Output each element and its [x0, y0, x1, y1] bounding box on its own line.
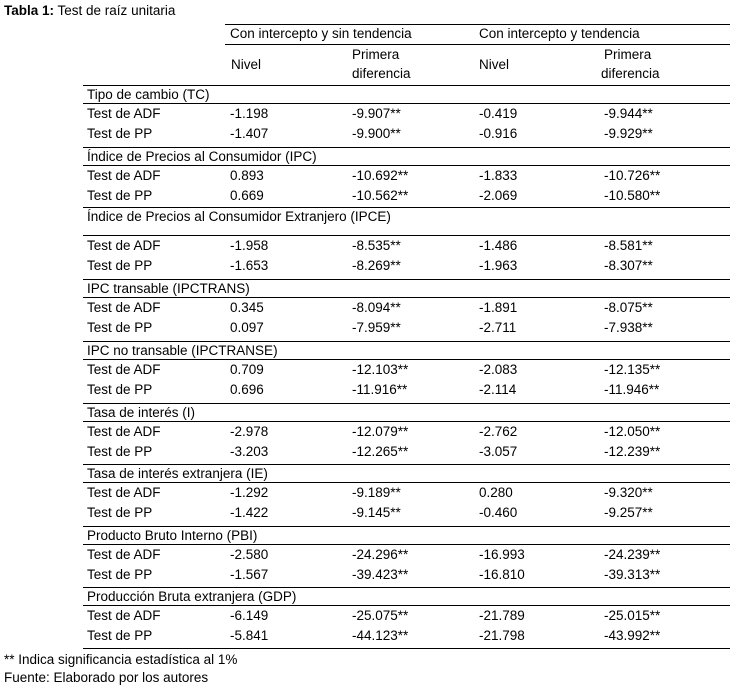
table-cell-value: -16.810: [479, 567, 525, 582]
table-cell-value: -21.798: [479, 628, 525, 643]
table-cell-value: 0.097: [230, 320, 264, 335]
col-header-nivel-1: Nivel: [231, 57, 262, 72]
section-title: Tasa de interés (I): [87, 405, 196, 420]
footnote-source: Fuente: Elaborado por los autores: [4, 670, 209, 685]
table-cell-value: -1.422: [230, 505, 269, 520]
table-cell-value: -7.938**: [604, 320, 653, 335]
section-rule-top: [83, 526, 730, 527]
table-cell-value: -16.993: [479, 547, 525, 562]
section-rule-bottom: [83, 103, 730, 104]
section-rule-bottom: [83, 482, 730, 483]
table-cell-value: -1.292: [230, 485, 269, 500]
table-cell-value: -2.711: [479, 320, 517, 335]
section-rule-bottom: [83, 235, 730, 236]
table-cell-value: -8.307**: [604, 258, 653, 273]
table-cell-value: -12.079**: [352, 424, 409, 439]
table-cell-value: -2.978: [230, 424, 269, 439]
table-row-test-label: Test de ADF: [87, 547, 161, 562]
group-header-trend: Con intercepto y tendencia: [479, 26, 640, 41]
section-title: Tipo de cambio (TC): [87, 87, 210, 102]
table-cell-value: -25.015**: [604, 608, 661, 623]
table-row-test-label: Test de PP: [87, 382, 153, 397]
table-cell-value: -43.992**: [604, 628, 661, 643]
table-cell-value: -9.907**: [352, 106, 401, 121]
table-cell-value: -24.239**: [604, 547, 661, 562]
table-cell-value: 0.696: [230, 382, 264, 397]
table-row-test-label: Test de ADF: [87, 608, 161, 623]
table-cell-value: -0.916: [479, 126, 518, 141]
table-cell-value: -1.891: [479, 300, 518, 315]
col-header-primera-2: Primera: [604, 47, 652, 62]
section-title: Producción Bruta extranjera (GDP): [87, 589, 297, 604]
section-title: Tasa de interés extranjera (IE): [87, 466, 268, 481]
col-header-diferencia-2: diferencia: [601, 66, 660, 81]
table-cell-value: -24.296**: [352, 547, 409, 562]
table-cell-value: -5.841: [230, 628, 269, 643]
section-rule-bottom: [83, 421, 730, 422]
table-cell-value: -8.581**: [604, 238, 653, 253]
table-cell-value: -12.265**: [352, 444, 409, 459]
caption-title: Test de raíz unitaria: [57, 3, 176, 18]
table-cell-value: -21.789: [479, 608, 525, 623]
table-row-test-label: Test de PP: [87, 258, 153, 273]
table-cell-value: -3.203: [230, 444, 269, 459]
col-header-diferencia-1: diferencia: [352, 66, 411, 81]
table-cell-value: -0.419: [479, 106, 518, 121]
table-cell-value: -12.239**: [604, 444, 661, 459]
header-top-rule: [225, 24, 730, 25]
header-group-rule: [225, 44, 730, 45]
table-cell-value: -2.762: [479, 424, 518, 439]
table-cell-value: -8.094**: [352, 300, 401, 315]
section-title: Producto Bruto Interno (PBI): [87, 528, 258, 543]
table-row-test-label: Test de ADF: [87, 300, 161, 315]
table-cell-value: -2.083: [479, 362, 518, 377]
table-cell-value: 0.669: [230, 188, 264, 203]
table-cell-value: -12.103**: [352, 362, 409, 377]
table-cell-value: -9.320**: [604, 485, 653, 500]
table-cell-value: -10.692**: [352, 168, 409, 183]
table-cell-value: -10.580**: [604, 188, 661, 203]
caption-label: Tabla 1:: [4, 3, 55, 18]
section-rule-top: [83, 207, 730, 208]
table-row-test-label: Test de ADF: [87, 485, 161, 500]
table-cell-value: -7.959**: [352, 320, 401, 335]
section-rule-top: [83, 279, 730, 280]
section-rule-bottom: [83, 297, 730, 298]
table-row-test-label: Test de PP: [87, 628, 153, 643]
table-cell-value: 0.280: [479, 485, 513, 500]
table-cell-value: 0.893: [230, 168, 264, 183]
col-header-primera-1: Primera: [352, 47, 400, 62]
footnote-significance: ** Indica significancia estadística al 1%: [4, 652, 238, 667]
table-cell-value: -8.269**: [352, 258, 401, 273]
table-caption: [4, 3, 175, 18]
section-rule-top: [83, 341, 730, 342]
table-cell-value: -3.057: [479, 444, 518, 459]
table-cell-value: -1.198: [230, 106, 269, 121]
table-cell-value: -12.135**: [604, 362, 661, 377]
table-cell-value: -39.423**: [352, 567, 409, 582]
section-rule-top: [83, 403, 730, 404]
col-header-nivel-2: Nivel: [479, 57, 510, 72]
section-rule-bottom: [83, 359, 730, 360]
table-cell-value: -2.069: [479, 188, 518, 203]
table-cell-value: -1.958: [230, 238, 269, 253]
table-row-test-label: Test de ADF: [87, 362, 161, 377]
section-title: IPC no transable (IPCTRANSE): [87, 343, 278, 358]
table-cell-value: -9.944**: [604, 106, 653, 121]
table-row-test-label: Test de PP: [87, 444, 153, 459]
table-row-test-label: Test de ADF: [87, 168, 161, 183]
table-cell-value: -1.486: [479, 238, 518, 253]
section-title: Índice de Precios al Consumidor Extranjero (IPCE): [87, 209, 391, 224]
table-row-test-label: Test de ADF: [87, 424, 161, 439]
section-rule-bottom: [83, 605, 730, 606]
table-row-test-label: Test de PP: [87, 126, 153, 141]
table-cell-value: -1.407: [230, 126, 269, 141]
table-cell-value: -44.123**: [352, 628, 409, 643]
table-row-test-label: Test de PP: [87, 505, 153, 520]
table-cell-value: -9.929**: [604, 126, 653, 141]
table-cell-value: 0.345: [230, 300, 264, 315]
section-rule-bottom: [83, 165, 730, 166]
table-cell-value: -39.313**: [604, 567, 661, 582]
group-header-no-trend: Con intercepto y sin tendencia: [230, 26, 412, 41]
table-row-test-label: Test de PP: [87, 188, 153, 203]
table-cell-value: -11.946**: [604, 382, 660, 397]
section-rule-bottom: [83, 544, 730, 545]
table-cell-value: 0.709: [230, 362, 264, 377]
table-cell-value: -9.900**: [352, 126, 401, 141]
table-cell-value: -11.916**: [352, 382, 408, 397]
table-cell-value: -12.050**: [604, 424, 661, 439]
table-cell-value: -1.567: [230, 567, 269, 582]
table-cell-value: -25.075**: [352, 608, 409, 623]
table-cell-value: -9.257**: [604, 505, 653, 520]
section-rule-top: [83, 587, 730, 588]
table-row-test-label: Test de PP: [87, 320, 153, 335]
table-row-test-label: Test de ADF: [87, 106, 161, 121]
table-cell-value: -9.145**: [352, 505, 401, 520]
section-rule-top: [83, 85, 730, 86]
table-cell-value: -9.189**: [352, 485, 401, 500]
table-cell-value: -8.535**: [352, 238, 401, 253]
section-rule-top: [83, 147, 730, 148]
table-row-test-label: Test de PP: [87, 567, 153, 582]
table-cell-value: -2.580: [230, 547, 269, 562]
table-cell-value: -1.833: [479, 168, 518, 183]
table-row-test-label: Test de ADF: [87, 238, 161, 253]
table-cell-value: -6.149: [230, 608, 269, 623]
table-bottom-rule: [83, 648, 730, 649]
table-cell-value: -10.726**: [604, 168, 661, 183]
section-title: IPC transable (IPCTRANS): [87, 281, 250, 296]
table-cell-value: -1.963: [479, 258, 518, 273]
table-cell-value: -10.562**: [352, 188, 409, 203]
table-cell-value: -0.460: [479, 505, 518, 520]
table-cell-value: -1.653: [230, 258, 269, 273]
table-cell-value: -8.075**: [604, 300, 653, 315]
table-cell-value: -2.114: [479, 382, 517, 397]
section-rule-top: [83, 464, 730, 465]
section-title: Índice de Precios al Consumidor (IPC): [87, 149, 317, 164]
